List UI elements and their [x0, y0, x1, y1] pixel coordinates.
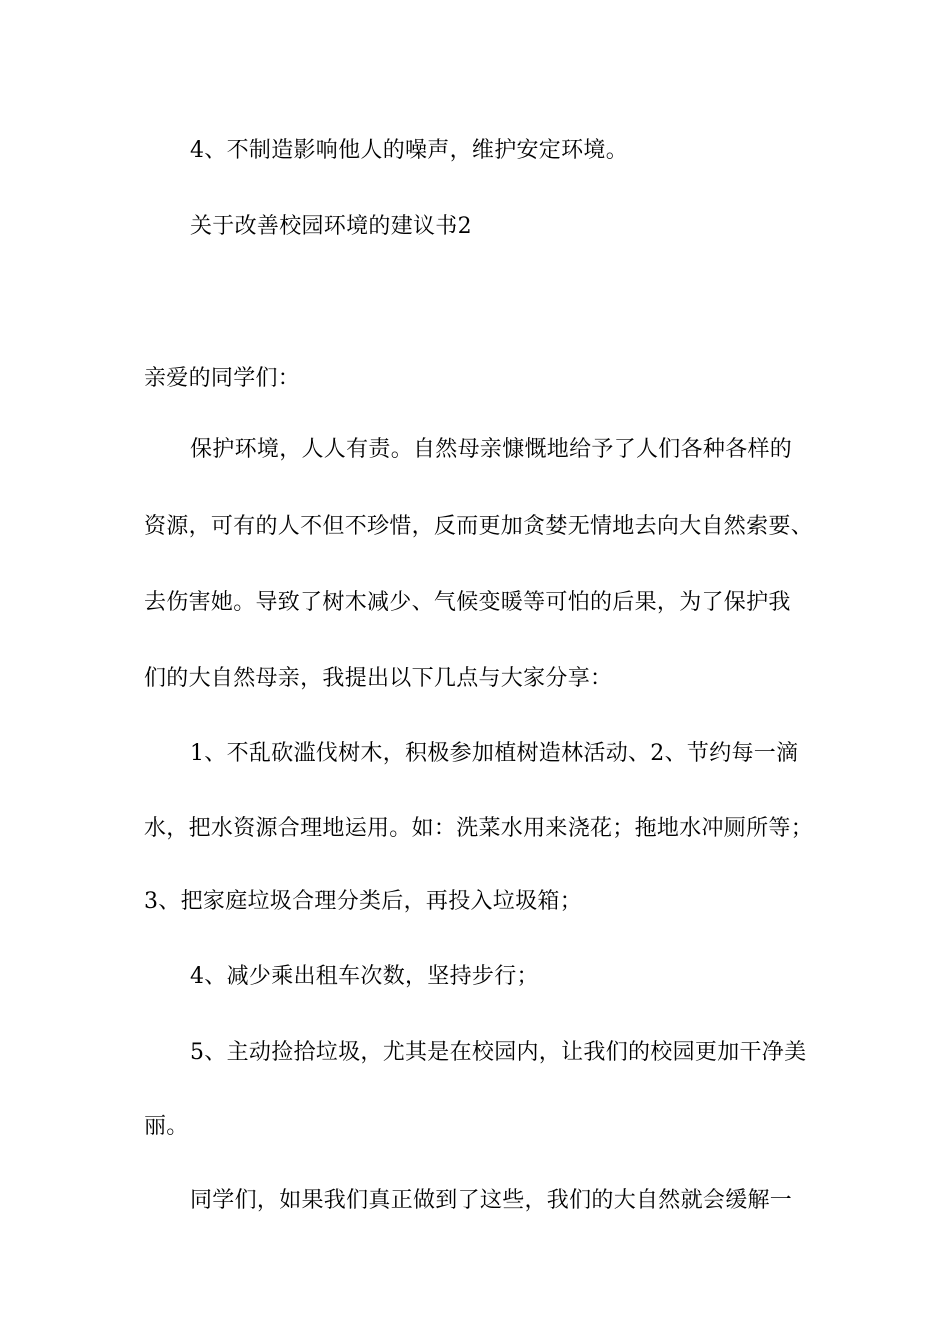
paragraph-line: 丽。	[144, 1114, 189, 1139]
list-item-3: 3、把家庭垃圾合理分类后，再投入垃圾箱；	[144, 889, 582, 914]
list-item-4-noise: 4、不制造影响他人的噪声，维护安定环境。	[190, 138, 628, 163]
paragraph-line: 保护环境，人人有责。自然母亲慷慨地给予了人们各种各样的	[190, 437, 793, 462]
paragraph-line: 们的大自然母亲，我提出以下几点与大家分享：	[144, 666, 613, 691]
section-title: 关于改善校园环境的建议书2	[190, 214, 472, 239]
paragraph-line: 水，把水资源合理地运用。如：洗菜水用来浇花；拖地水冲厕所等；	[144, 816, 814, 841]
salutation: 亲爱的同学们：	[144, 366, 301, 391]
list-item-4: 4、减少乘出租车次数，坚持步行；	[190, 964, 539, 989]
paragraph-line: 资源，可有的人不但不珍惜，反而更加贪婪无情地去向大自然索要、	[144, 514, 814, 539]
list-item-1-2: 1、不乱砍滥伐树木，积极参加植树造林活动、2、节约每一滴	[190, 741, 799, 766]
closing-paragraph-line: 同学们，如果我们真正做到了这些，我们的大自然就会缓解一	[190, 1188, 793, 1213]
paragraph-line: 去伤害她。导致了树木减少、气候变暖等可怕的后果，为了保护我	[144, 590, 791, 615]
list-item-5: 5、主动捡拾垃圾，尤其是在校园内，让我们的校园更加干净美	[190, 1040, 807, 1065]
